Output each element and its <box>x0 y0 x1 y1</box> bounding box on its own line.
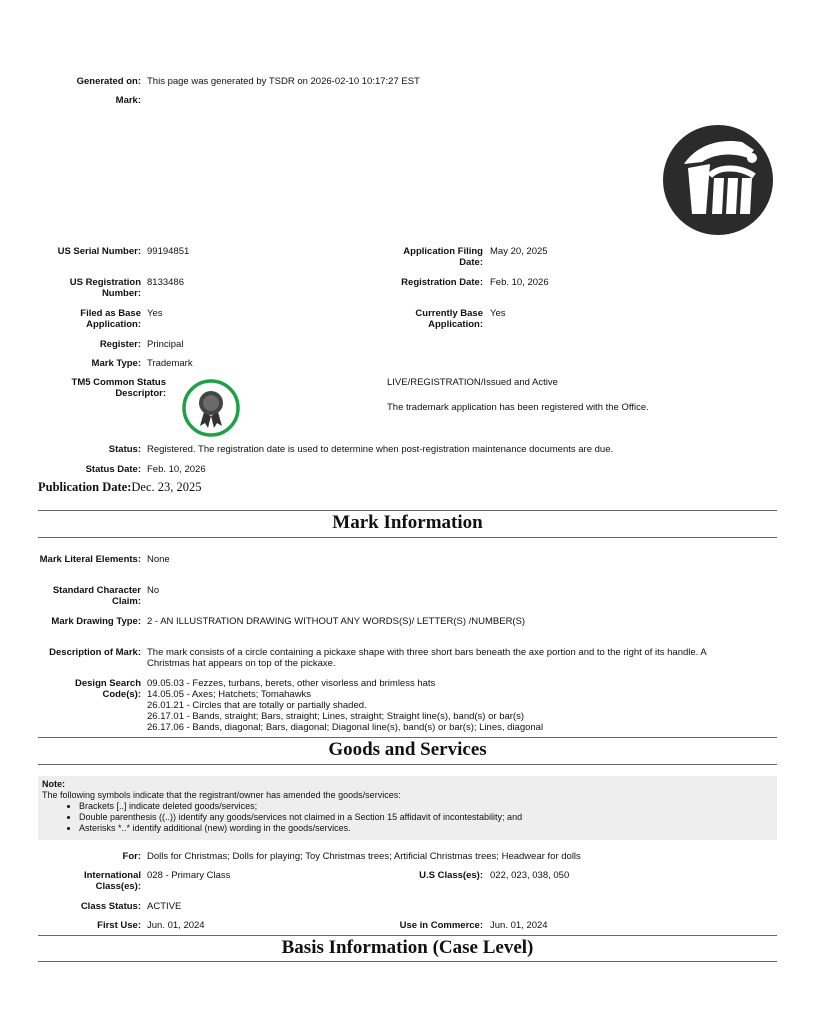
first-use-value: Jun. 01, 2024 <box>147 920 205 931</box>
class-status-label: Class Status: <box>80 901 141 912</box>
publication-date-label: Publication Date: <box>38 480 132 494</box>
design-code: 14.05.05 - Axes; Hatchets; Tomahawks <box>147 689 312 700</box>
for-label: For: <box>122 851 141 862</box>
status-date-value: Feb. 10, 2026 <box>147 464 206 475</box>
registration-date-label: Registration Date: <box>401 277 483 288</box>
status-date-label: Status Date: <box>85 464 141 475</box>
section-rule <box>38 764 777 765</box>
mark-literal-label: Mark Literal Elements: <box>39 554 141 565</box>
register-value: Principal <box>147 339 184 350</box>
design-search-codes <box>147 678 767 733</box>
mark-type-value: Trademark <box>147 358 193 369</box>
mark-image <box>662 124 774 236</box>
design-search-label: Design Search Code(s): <box>75 678 141 700</box>
filed-as-base-label: Filed as Base Application: <box>80 308 141 330</box>
note-item: • Asterisks *..* identify additional (new) wording in the goods/services. <box>79 823 777 834</box>
basis-information-title: Basis Information (Case Level) <box>281 937 534 958</box>
us-class-label: U.S Class(es): <box>419 870 483 881</box>
registration-number-label: US Registration Number: <box>69 277 141 299</box>
first-use-label: First Use: <box>97 920 141 931</box>
design-code: 26.17.06 - Bands, diagonal; Bars, diagonal; Diagonal line(s), band(s) or bar(s); Lines, diagonal <box>147 722 544 733</box>
serial-number-label: US Serial Number: <box>57 246 141 257</box>
filing-date-label: Application Filing Date: <box>403 246 483 268</box>
currently-base-value: Yes <box>490 308 506 319</box>
design-code: 26.01.21 - Circles that are totally or partially shaded. <box>147 700 367 711</box>
standard-character-label: Standard Character Claim: <box>52 585 141 607</box>
mark-literal-value: None <box>147 554 170 565</box>
registration-number-value: 8133486 <box>147 277 184 288</box>
registered-badge <box>181 378 241 438</box>
mark-drawing-label: Mark Drawing Type: <box>51 616 141 627</box>
use-in-commerce-value: Jun. 01, 2024 <box>490 920 548 931</box>
award-ribbon-icon <box>181 378 241 438</box>
currently-base-label: Currently Base Application: <box>415 308 483 330</box>
filing-date-value: May 20, 2025 <box>490 246 548 257</box>
tm5-status-value: LIVE/REGISTRATION/Issued and Active <box>387 377 558 388</box>
register-label: Register: <box>99 339 141 350</box>
serial-number-value: 99194851 <box>147 246 190 257</box>
for-value: Dolls for Christmas; Dolls for playing; Toy Christmas trees; Artificial Christmas trees; Headwear for dolls <box>147 851 581 862</box>
use-in-commerce-label: Use in Commerce: <box>399 920 483 931</box>
generated-on-value: This page was generated by TSDR on 2026-02-10 10:17:27 EST <box>147 76 420 87</box>
note-item: • Double parenthesis ((..)) identify any goods/services not claimed in a Section 15 affidavit of incontestability; and <box>79 812 777 823</box>
registration-date-value: Feb. 10, 2026 <box>490 277 549 288</box>
design-code: 26.17.01 - Bands, straight; Bars, straight; Lines, straight; Straight line(s), band(s) or bar(s) <box>147 711 525 722</box>
pickaxe-christmas-hat-logo-icon <box>662 124 774 236</box>
status-value: Registered. The registration date is used to determine when post-registration maintenance documents are due. <box>147 444 614 455</box>
us-class-value: 022, 023, 038, 050 <box>490 870 570 881</box>
section-rule <box>38 737 777 738</box>
section-rule <box>38 961 777 962</box>
section-rule <box>38 510 777 511</box>
goods-note <box>38 776 777 840</box>
publication-date <box>38 480 202 494</box>
section-rule <box>38 935 777 936</box>
section-rule <box>38 537 777 538</box>
note-list <box>42 801 777 834</box>
international-class-label: International Class(es): <box>83 870 141 892</box>
goods-services-title: Goods and Services <box>328 739 487 760</box>
tm5-label: TM5 Common Status Descriptor: <box>71 377 166 399</box>
mark-drawing-value: 2 - AN ILLUSTRATION DRAWING WITHOUT ANY WORDS(S)/ LETTER(S) /NUMBER(S) <box>147 616 526 627</box>
standard-character-value: No <box>147 585 160 596</box>
note-item: • Brackets [..] indicate deleted goods/services; <box>79 801 777 812</box>
tm5-description: The trademark application has been registered with the Office. <box>387 402 649 413</box>
mark-label: Mark: <box>115 95 141 106</box>
mark-type-label: Mark Type: <box>91 358 141 369</box>
description-label: Description of Mark: <box>49 647 141 658</box>
note-intro: The following symbols indicate that the registrant/owner has amended the goods/services: <box>42 790 401 800</box>
class-status-value: ACTIVE <box>147 901 182 912</box>
note-label: Note: <box>42 779 65 789</box>
mark-information-title: Mark Information <box>332 512 483 533</box>
filed-as-base-value: Yes <box>147 308 163 319</box>
design-code: 09.05.03 - Fezzes, turbans, berets, other visorless and brimless hats <box>147 678 436 689</box>
publication-date-value: Dec. 23, 2025 <box>131 480 202 494</box>
generated-on-label: Generated on: <box>76 76 141 87</box>
status-label: Status: <box>108 444 141 455</box>
international-class-value: 028 - Primary Class <box>147 870 231 881</box>
description-value: The mark consists of a circle containing a pickaxe shape with three short bars beneath the axe portion and to the right of its handle. A Christmas hat appears on top of the pickaxe. <box>147 647 707 669</box>
